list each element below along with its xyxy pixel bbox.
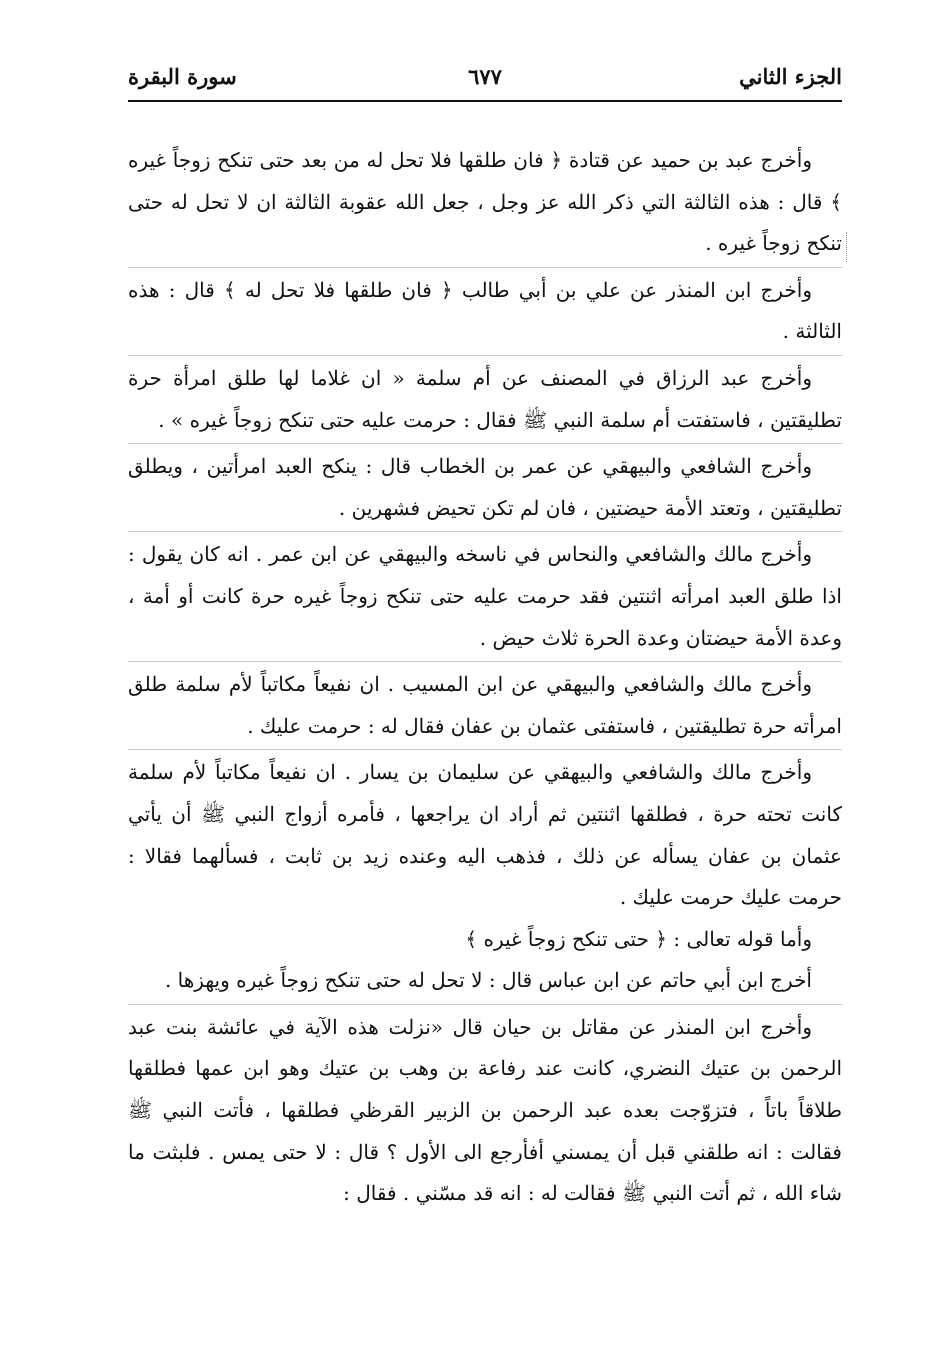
- paragraph-verse-heading: وأما قوله تعالى : ﴿ حتى تنكح زوجاً غيره ﴾: [465, 926, 812, 951]
- paragraph-umm-salama: وأخرج عبد الرزاق في المصنف عن أم سلمة « ان غلاما لها طلق امرأة حرة تطليقتين ، فاستفتت أم سلمة النبي ﷺ فقال : حرمت عليه حتى تنكح زوجاً غيره » .: [128, 358, 842, 444]
- paragraph-muqatil: وأخرج ابن المنذر عن مقاتل بن حيان قال «نزلت هذه الآية في عائشة بنت عبد الرحمن بن عتيك النضري، كانت عند رفاعة بن وهب بن عتيك وهو ابن عمها فطلقها طلاقاً باتاً ، فتزوّجت بعده عبد الرحمن بن الزبير القرظي فطلقها ، فأتت النبي ﷺ فقالت : انه طلقني قبل أن يمسني أفأرجع الى الأول ؟ قال : لا حتى يمس . فلبثت ما شاء الله ، ثم أتت النبي ﷺ فقالت له : انه قد مسّني . فقال :: [128, 1014, 842, 1206]
- part-title: الجزء الثاني: [739, 64, 842, 89]
- header-rule: [128, 100, 842, 102]
- paragraph-ibn-umar: وأخرج مالك والشافعي والنحاس في ناسخه والبيهقي عن ابن عمر . انه كان يقول : اذا طلق العبد امرأته اثنتين فقد حرمت عليه حتى تنكح زوجاً غيره حرة كانت أو أمة ، وعدة الأمة حيضتان وعدة الحرة ثلاث حيض .: [128, 534, 842, 662]
- paragraph-ali: وأخرج ابن المنذر عن علي بن أبي طالب ﴿ فان طلقها فلا تحل له ﴾ قال : هذه الثالثة .: [128, 270, 842, 356]
- paragraph-ibn-abbas: أخرج ابن أبي حاتم عن ابن عباس قال : لا تحل له حتى تنكح زوجاً غيره ويهزها .: [128, 960, 842, 1005]
- paragraph-sulayman: وأخرج مالك والشافعي والبيهقي عن سليمان بن يسار . ان نفيعاً مكاتباً لأم سلمة كانت تحته حرة ، فطلقها اثنتين ثم أراد ان يراجعها ، فأمره أزواج النبي ﷺ أن يأتي عثمان بن عفان يسأله عن ذلك ، فذهب اليه وعنده زيد بن ثابت ، فسألهما فقالا : حرمت عليك حرمت عليك .: [128, 760, 842, 910]
- paragraph-umar: وأخرج الشافعي والبيهقي عن عمر بن الخطاب قال : ينكح العبد امرأتين ، ويطلق تطليقتين ، وتعتد الأمة حيضتين ، فان لم تكن تحيض فشهرين .: [128, 446, 842, 532]
- running-header: [128, 60, 842, 100]
- paragraph-qatada: وأخرج عبد بن حميد عن قتادة ﴿ فان طلقها فلا تحل له من بعد حتى تنكح زوجاً غيره ﴾ قال : هذه الثالثة التي ذكر الله عز وجل ، جعل الله عقوبة الثالثة ان لا تحل له حتى تنكح زوجاً غيره .: [128, 140, 842, 268]
- body-text: [128, 140, 842, 1215]
- page-number: ٦٧٧: [468, 64, 502, 89]
- margin-mark: [846, 232, 851, 262]
- surah-title: سورة البقرة: [128, 64, 237, 89]
- paragraph-ibn-musayyib: وأخرج مالك والشافعي والبيهقي عن ابن المسيب . ان نفيعاً مكاتباً لأم سلمة طلق امرأته حرة تطليقتين ، فاستفتى عثمان بن عفان فقال له : حرمت عليك .: [128, 664, 842, 750]
